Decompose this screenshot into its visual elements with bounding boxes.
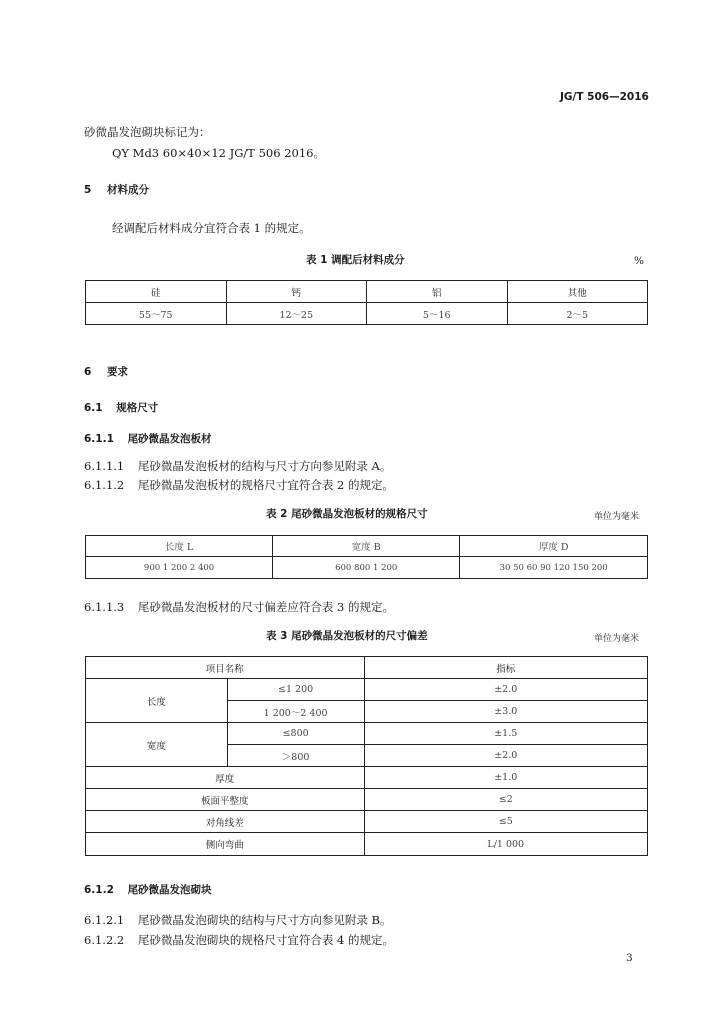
clause-6-1-1-3 xyxy=(84,599,394,615)
table-2-header-row xyxy=(86,536,648,557)
table-3-width-label: 宽度 xyxy=(86,723,228,767)
table-1-caption: 表 1 调配后材料成分 xyxy=(306,254,405,266)
section-6-1-1-number: 6.1.1 xyxy=(84,433,114,445)
table-3-name-cell: 对角线差 xyxy=(86,811,365,833)
marking-label: 砂微晶发泡砌块标记为： xyxy=(84,125,211,139)
table-3-length-label: 长度 xyxy=(86,679,228,723)
table-3-unit: 单位为毫米 xyxy=(594,634,640,644)
section-6-1-1-title: 尾砂微晶发泡板材 xyxy=(127,433,212,445)
table-3-value-cell: ±2.0 xyxy=(364,745,648,767)
table-1-header-cell: 其他 xyxy=(507,281,648,303)
table-1-header-cell: 钙 xyxy=(226,281,367,303)
clause-6-1-2-1 xyxy=(84,912,392,928)
table-3-name-cell: 板面平整度 xyxy=(86,789,365,811)
clause-text: 尾砂微晶发泡板材的结构与尺寸方向参见附录 A。 xyxy=(137,459,392,473)
table-1-cell: 5～16 xyxy=(367,303,508,325)
table-1 xyxy=(85,280,648,325)
section-5-heading xyxy=(84,182,149,197)
section-6-1-2-title: 尾砂微晶发泡砌块 xyxy=(127,884,212,896)
section-6-1-number: 6.1 xyxy=(84,402,103,414)
table-2-header-cell: 宽度 B xyxy=(273,536,460,557)
table-3-row xyxy=(86,789,648,811)
section-5-text: 经调配后材料成分宜符合表 1 的规定。 xyxy=(112,221,311,235)
table-3-range-cell: 1 200～2 400 xyxy=(227,701,364,723)
section-6-1-heading xyxy=(84,400,158,415)
clause-text: 尾砂微晶发泡砌块的结构与尺寸方向参见附录 B。 xyxy=(137,913,392,927)
table-3-row xyxy=(86,679,648,701)
clause-6-1-1-1 xyxy=(84,458,391,474)
table-2-header-cell: 长度 L xyxy=(86,536,273,557)
marking-example: QY Md3 60×40×12 JG/T 506 2016。 xyxy=(112,146,325,160)
table-2-cell: 900 1 200 2 400 xyxy=(86,557,273,579)
table-1-header-cell: 硅 xyxy=(86,281,227,303)
page-number: 3 xyxy=(626,952,633,964)
table-3-range-cell: ≤1 200 xyxy=(227,679,364,701)
table-2-cell: 600 800 1 200 xyxy=(273,557,460,579)
table-3-header-item: 项目名称 xyxy=(86,657,365,679)
section-6-1-1-heading xyxy=(84,431,212,446)
table-3 xyxy=(85,656,648,856)
table-3-value-cell: ≤5 xyxy=(364,811,648,833)
table-3-row xyxy=(86,767,648,789)
clause-number: 6.1.2.2 xyxy=(84,933,125,947)
table-2-caption: 表 2 尾砂微晶发泡板材的规格尺寸 xyxy=(266,508,428,520)
clause-number: 6.1.1.2 xyxy=(84,478,125,492)
table-3-value-cell: ≤2 xyxy=(364,789,648,811)
table-3-row xyxy=(86,833,648,856)
section-6-heading xyxy=(84,364,128,379)
table-3-range-cell: ≤800 xyxy=(227,723,364,745)
table-2-header-cell: 厚度 D xyxy=(460,536,648,557)
table-3-name-cell: 侧向弯曲 xyxy=(86,833,365,856)
section-5-title: 材料成分 xyxy=(106,184,149,196)
table-3-value-cell: ±1.0 xyxy=(364,767,648,789)
table-3-row xyxy=(86,723,648,745)
table-1-cell: 55～75 xyxy=(86,303,227,325)
table-1-data-row xyxy=(86,303,648,325)
table-3-caption: 表 3 尾砂微晶发泡板材的尺寸偏差 xyxy=(266,630,428,642)
section-6-title: 要求 xyxy=(106,366,128,378)
table-2-unit: 单位为毫米 xyxy=(594,512,640,522)
table-3-value-cell: ±1.5 xyxy=(364,723,648,745)
table-3-value-cell: L/1 000 xyxy=(364,833,648,856)
table-1-cell: 2～5 xyxy=(507,303,648,325)
section-6-number: 6 xyxy=(84,366,92,378)
section-6-1-2-heading xyxy=(84,882,212,897)
table-2 xyxy=(85,535,648,579)
section-6-1-2-number: 6.1.2 xyxy=(84,884,114,896)
table-3-value-cell: ±2.0 xyxy=(364,679,648,701)
standard-code: JG/T 506—2016 xyxy=(560,91,649,103)
table-3-value-cell: ±3.0 xyxy=(364,701,648,723)
clause-number: 6.1.1.3 xyxy=(84,600,125,614)
clause-text: 尾砂微晶发泡板材的尺寸偏差应符合表 3 的规定。 xyxy=(137,600,395,614)
clause-text: 尾砂微晶发泡板材的规格尺寸宜符合表 2 的规定。 xyxy=(137,478,395,492)
clause-number: 6.1.2.1 xyxy=(84,913,125,927)
section-6-1-title: 规格尺寸 xyxy=(116,402,159,414)
clause-6-1-2-2 xyxy=(84,932,394,948)
table-1-header-row xyxy=(86,281,648,303)
table-1-cell: 12～25 xyxy=(226,303,367,325)
table-1-unit: % xyxy=(634,255,644,267)
table-3-header-value: 指标 xyxy=(364,657,648,679)
table-2-cell: 30 50 60 90 120 150 200 xyxy=(460,557,648,579)
section-5-number: 5 xyxy=(84,184,92,196)
table-2-data-row xyxy=(86,557,648,579)
table-3-range-cell: ＞800 xyxy=(227,745,364,767)
table-3-header-row xyxy=(86,657,648,679)
clause-number: 6.1.1.1 xyxy=(84,459,125,473)
table-3-name-cell: 厚度 xyxy=(86,767,365,789)
table-1-header-cell: 铝 xyxy=(367,281,508,303)
clause-6-1-1-2 xyxy=(84,477,394,493)
clause-text: 尾砂微晶发泡砌块的规格尺寸宜符合表 4 的规定。 xyxy=(137,933,395,947)
table-3-row xyxy=(86,811,648,833)
